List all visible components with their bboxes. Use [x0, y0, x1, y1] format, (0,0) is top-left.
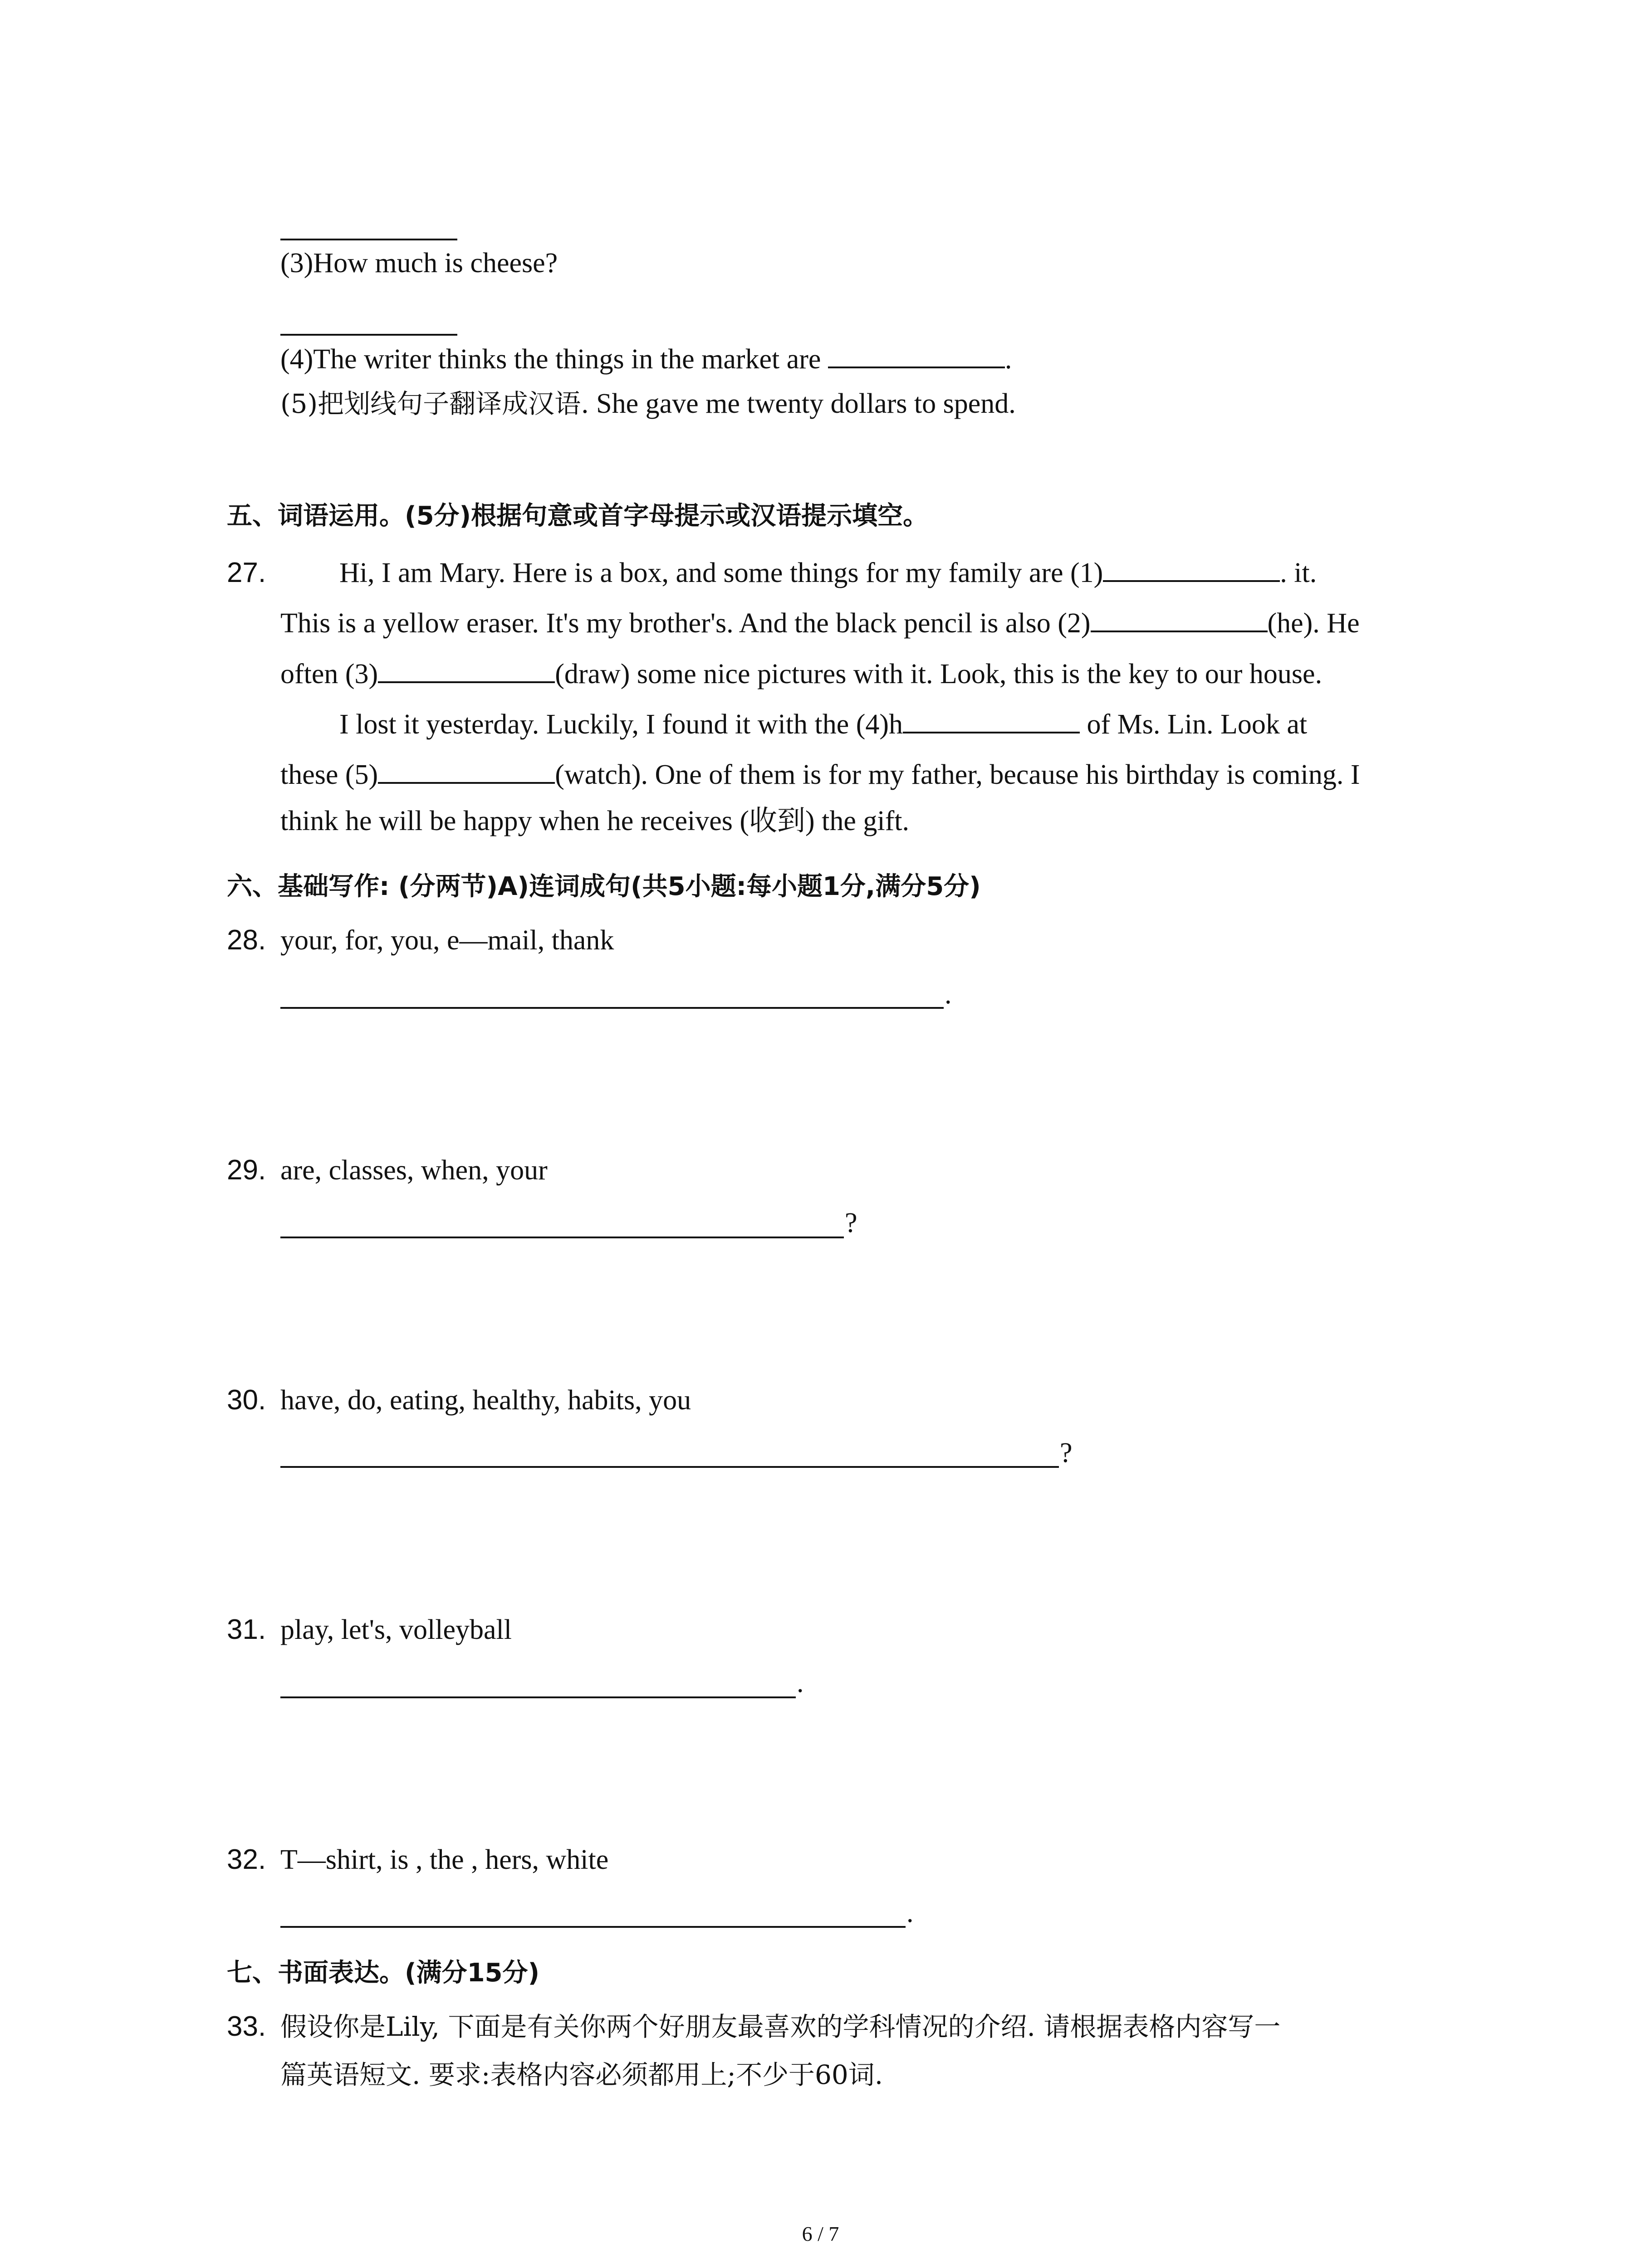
answer-line-31[interactable]: [280, 1696, 796, 1698]
question-number-30: 30.: [227, 1384, 266, 1416]
passage-text: . it.: [1280, 557, 1317, 588]
passage-text: (watch). One of them is for my father, because his birthday is coming. I: [555, 759, 1360, 790]
answer-line-28[interactable]: [280, 1007, 944, 1009]
question-5: [280, 386, 1016, 422]
question-5-sentence: She gave me twenty dollars to spend.: [596, 388, 1016, 419]
writing-prompt-line-1: 假设你是Lily, 下面是有关你两个好朋友最喜欢的学科情况的介绍. 请根据表格内容写一: [280, 2011, 1281, 2042]
blank-1[interactable]: [1103, 555, 1280, 582]
end-mark-30: ?: [1060, 1437, 1073, 1468]
writing-prompt-line-2: 篇英语短文. 要求:表格内容必须都用上;不少于60词.: [280, 2059, 883, 2090]
end-mark-31: .: [797, 1667, 804, 1698]
passage-text: I lost it yesterday. Luckily, I found it with the (4)h: [339, 709, 903, 740]
blank-2[interactable]: [1091, 605, 1268, 632]
answer-line-3[interactable]: [280, 334, 457, 336]
word-list-29: are, classes, when, your: [280, 1155, 548, 1186]
section-6-heading: 六、基础写作: (分两节)A)连词成句(共5小题:每小题1分,满分5分): [227, 872, 981, 901]
blank-3[interactable]: [378, 656, 555, 683]
passage-text: of Ms. Lin. Look at: [1087, 709, 1308, 740]
question-3: (3)How much is cheese?: [280, 248, 558, 279]
page-number: 6 / 7: [802, 2222, 839, 2245]
question-number-29: 29.: [227, 1154, 266, 1186]
end-mark-28: .: [945, 979, 952, 1010]
question-number-33: 33.: [227, 2011, 266, 2042]
blank-4[interactable]: [903, 706, 1080, 733]
passage-text: Hi, I am Mary. Here is a box, and some things for my family are (1): [339, 557, 1103, 588]
word-list-31: play, let's, volleyball: [280, 1614, 512, 1645]
word-list-32: T—shirt, is , the , hers, white: [280, 1844, 609, 1875]
question-4-text: (4)The writer thinks the things in the market are: [280, 344, 821, 375]
question-number-31: 31.: [227, 1614, 266, 1645]
passage-line-2: [280, 605, 1360, 641]
question-4-blank[interactable]: [828, 341, 1005, 368]
end-mark-32: .: [906, 1897, 914, 1928]
passage-text: (he). He: [1267, 608, 1360, 639]
answer-line-30[interactable]: [280, 1466, 1059, 1468]
passage-line-4: [339, 706, 1307, 743]
passage-line-3: [280, 656, 1322, 692]
passage-text: This is a yellow eraser. It's my brother's. And the black pencil is also (2): [280, 608, 1091, 639]
question-4-end: .: [1004, 344, 1012, 375]
answer-line-2[interactable]: [280, 239, 457, 240]
question-4: [280, 341, 1012, 377]
question-number-27: 27.: [227, 557, 266, 588]
question-5-instruction: (5)把划线句子翻译成汉语.: [280, 388, 589, 419]
passage-text: (draw) some nice pictures with it. Look, this is the key to our house.: [555, 659, 1323, 689]
blank-5[interactable]: [378, 757, 555, 784]
passage-line-5: [280, 757, 1360, 793]
section-7-heading: 七、书面表达。(满分15分): [227, 1958, 540, 1988]
question-number-28: 28.: [227, 924, 266, 956]
passage-line-6: think he will be happy when he receives (收到) the gift.: [280, 806, 909, 836]
section-5-heading: 五、词语运用。(5分)根据句意或首字母提示或汉语提示填空。: [227, 501, 929, 531]
word-list-30: have, do, eating, healthy, habits, you: [280, 1385, 691, 1416]
end-mark-29: ?: [845, 1207, 857, 1238]
passage-text: often (3): [280, 659, 378, 689]
answer-line-29[interactable]: [280, 1237, 844, 1238]
passage-text: these (5): [280, 759, 378, 790]
question-number-32: 32.: [227, 1844, 266, 1875]
passage-line-1: [339, 555, 1317, 591]
word-list-28: your, for, you, e—mail, thank: [280, 925, 614, 956]
answer-line-32[interactable]: [280, 1926, 906, 1928]
